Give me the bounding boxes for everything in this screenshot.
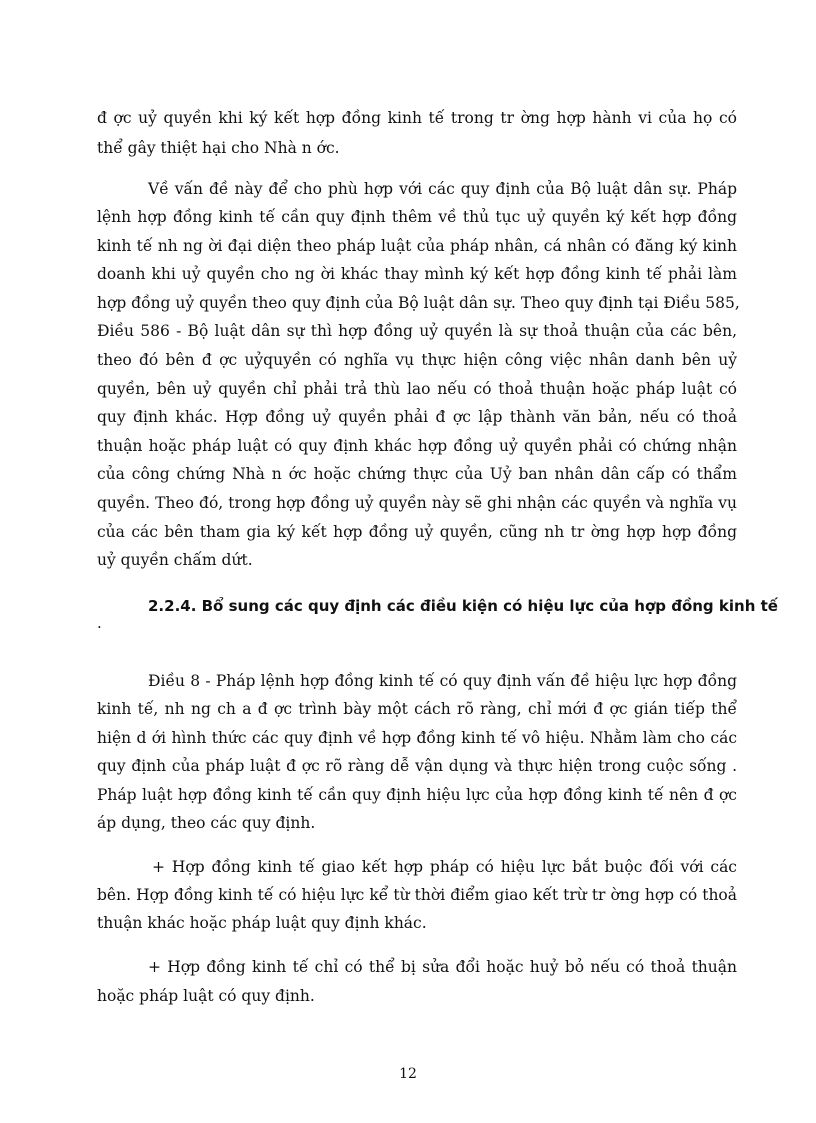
text-line: Pháp luật hợp đồng kinh tế cần quy định hiệu lực của hợp đồng kinh tế nên đ ợc — [97, 786, 737, 804]
text-line: + Hợp đồng kinh tế giao kết hợp pháp có hiệu lực bắt buộc đối với các — [152, 858, 737, 876]
text-line: quyền. Theo đó, trong hợp đồng uỷ quyền này sẽ ghi nhận các quyền và nghĩa vụ — [97, 494, 737, 512]
text-line: thuận khác hoặc pháp luật quy định khác. — [97, 914, 427, 932]
page-number: 12 — [399, 1066, 417, 1082]
text-line: lệnh hợp đồng kinh tế cần quy định thêm về thủ tục uỷ quyền ký kết hợp đồng — [97, 208, 737, 226]
section-heading: 2.2.4. Bổ sung các quy định các điều kiện có hiệu lực của hợp đồng kinh tế — [148, 597, 778, 615]
text-line: thể gây thiệt hại cho Nhà n ớc. — [97, 139, 340, 157]
text-line: kinh tế, nh ng ch a đ ợc trình bày một cách rõ ràng, chỉ mới đ ợc gián tiếp thể — [97, 700, 737, 718]
text-line: Điều 8 - Pháp lệnh hợp đồng kinh tế có quy định vấn đề hiệu lực hợp đồng — [148, 672, 737, 690]
text-line: bên. Hợp đồng kinh tế có hiệu lực kể từ thời điểm giao kết trừ tr ờng hợp có thoả — [97, 886, 737, 904]
text-line: Về vấn đề này để cho phù hợp với các quy định của Bộ luật dân sự. Pháp — [148, 180, 737, 198]
text-line: quy định của pháp luật đ ợc rõ ràng dễ vận dụng và thực hiện trong cuộc sống . — [97, 757, 737, 775]
text-line: Điều 586 - Bộ luật dân sự thì hợp đồng uỷ quyền là sự thoả thuận của các bên, — [97, 322, 737, 340]
text-line: hoặc pháp luật có quy định. — [97, 987, 315, 1005]
text-line: + Hợp đồng kinh tế chỉ có thể bị sửa đổi hoặc huỷ bỏ nếu có thoả thuận — [148, 958, 737, 976]
text-line: hiện d ới hình thức các quy định về hợp đồng kinh tế vô hiệu. Nhằm làm cho các — [97, 729, 737, 747]
text-line: hợp đồng uỷ quyền theo quy định của Bộ luật dân sự. Theo quy định tại Điều 585, — [97, 294, 740, 312]
text-line: áp dụng, theo các quy định. — [97, 814, 316, 832]
text-line: của các bên tham gia ký kết hợp đồng uỷ quyền, cũng nh tr ờng hợp hợp đồng — [97, 523, 737, 541]
text-line: kinh tế nh ng ời đại diện theo pháp luật của pháp nhân, cá nhân có đăng ký kinh — [97, 237, 737, 255]
text-line: quy định khác. Hợp đồng uỷ quyền phải đ ợc lập thành văn bản, nếu có thoả — [97, 408, 737, 426]
text-line: uỷ quyền chấm dứt. — [97, 551, 253, 569]
text-line: của công chứng Nhà n ớc hoặc chứng thực của Uỷ ban nhân dân cấp có thẩm — [97, 465, 737, 483]
text-line: thuận hoặc pháp luật có quy định khác hợp đồng uỷ quyền phải có chứng nhận — [97, 437, 737, 455]
text-line: doanh khi uỷ quyền cho ng ời khác thay mình ký kết hợp đồng kinh tế phải làm — [97, 265, 737, 283]
text-line: quyền, bên uỷ quyền chỉ phải trả thù lao nếu có thoả thuận hoặc pháp luật có — [97, 380, 737, 398]
text-line: đ ợc uỷ quyền khi ký kết hợp đồng kinh tế trong tr ờng hợp hành vi của họ có — [97, 109, 737, 127]
heading-trailing-dot: . — [97, 614, 102, 632]
text-line: theo đó bên đ ợc uỷquyền có nghĩa vụ thực hiện công việc nhân danh bên uỷ — [97, 351, 737, 369]
